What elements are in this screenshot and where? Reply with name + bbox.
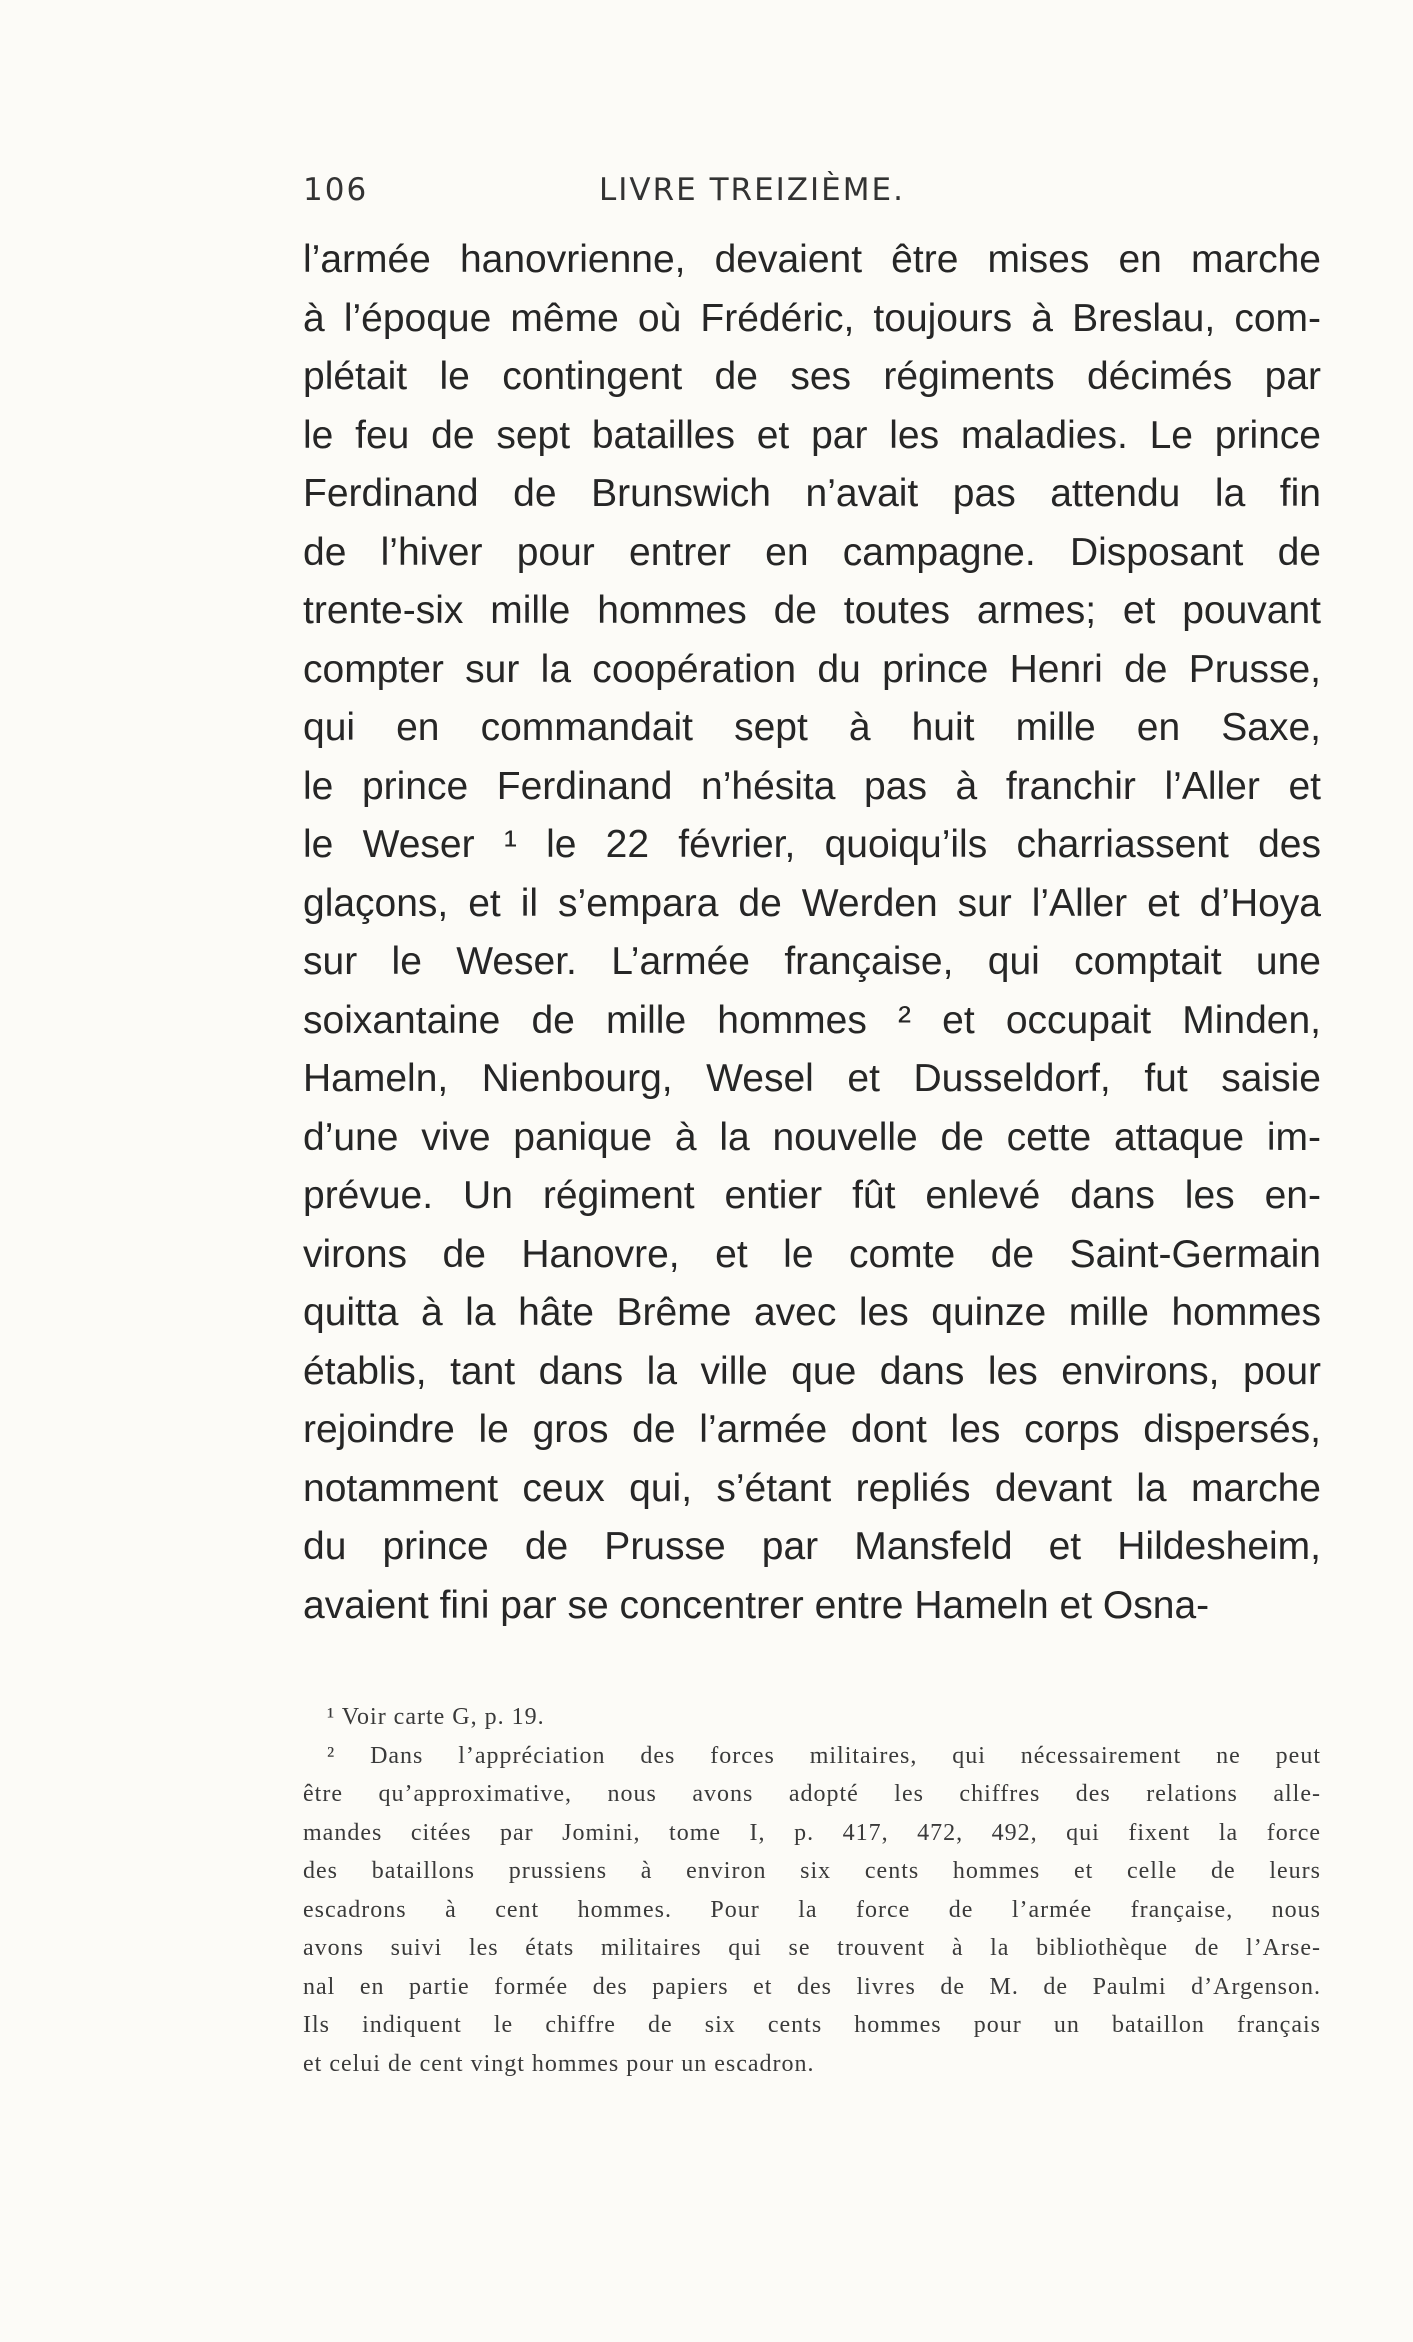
footnote-line: et celui de cent vingt hommes pour un escadron. [303,2050,815,2077]
body-line: établis, tant dans la ville que dans les environs, pour [303,1349,1321,1393]
body-line: le Weser ¹ le 22 février, quoiqu’ils charriassent des [303,823,1321,866]
body-line: notamment ceux qui, s’étant repliés devant la marche [303,1466,1321,1510]
body-line: Hameln, Nienbourg, Wesel et Dusseldorf, fut saisie [303,1057,1321,1100]
body-line: d’une vive panique à la nouvelle de cette attaque im- [303,1115,1321,1159]
footnote-text: Dans l’appréciation des forces militaires, qui nécessairement ne peut [370,1742,1321,1769]
body-line: trente-six mille hommes de toutes armes; et pouvant [303,589,1321,632]
body-line: le prince Ferdinand n’hésita pas à franchir l’Aller et [303,764,1321,808]
body-line: l’armée hanovrienne, devaient être mises en marche [303,238,1321,281]
running-title: LIVRE TREIZIÈME. [599,172,905,208]
footnote-text: Voir carte G, p. 19. [341,1704,545,1730]
body-line: virons de Hanovre, et le comte de Saint-Germain [303,1232,1321,1276]
body-line: compter sur la coopération du prince Henri de Prusse, [303,647,1321,691]
page-number: 106 [303,172,369,208]
footnote-line: être qu’approximative, nous avons adopté les chiffres des relations alle- [303,1781,1321,1807]
body-line: de l’hiver pour entrer en campagne. Disposant de [303,530,1321,574]
running-header [303,172,983,216]
footnote-2 [303,1737,1321,1776]
body-line: plétait le contingent de ses régiments décimés par [303,355,1321,398]
footnote-line: avons suivi les états militaires qui se trouvent à la bibliothèque de l’Arse- [303,1935,1321,1961]
body-line: sur le Weser. L’armée française, qui comptait une [303,940,1321,983]
footnote-1 [303,1698,1321,1737]
body-line: du prince de Prusse par Mansfeld et Hildesheim, [303,1525,1321,1568]
footnote-line: mandes citées par Jomini, tome I, p. 417, 472, 492, qui fixent la force [303,1819,1321,1846]
footnote-marker: ² [327,1742,336,1769]
body-line: qui en commandait sept à huit mille en Saxe, [303,706,1321,749]
footnote-line: nal en partie formée des papiers et des livres de M. de Paulmi d’Argenson. [303,1973,1321,2000]
body-line: soixantaine de mille hommes ² et occupait Minden, [303,998,1321,1042]
footnote-line: Ils indiquent le chiffre de six cents hommes pour un bataillon français [303,2012,1321,2038]
body-line: avaient fini par se concentrer entre Hameln et Osna- [303,1583,1210,1627]
body-line: prévue. Un régiment entier fût enlevé dans les en- [303,1174,1321,1217]
body-line: Ferdinand de Brunswich n’avait pas attendu la fin [303,472,1321,515]
body-line: à l’époque même où Frédéric, toujours à Breslau, com- [303,296,1321,340]
body-line: quitta à la hâte Brême avec les quinze mille hommes [303,1291,1321,1334]
body-line: le feu de sept batailles et par les maladies. Le prince [303,413,1321,457]
footnote-line: escadrons à cent hommes. Pour la force de l’armée française, nous [303,1896,1321,1923]
body-line: glaçons, et il s’empara de Werden sur l’Aller et d’Hoya [303,881,1321,925]
footnote-marker: ¹ [327,1704,336,1730]
footnotes [303,1698,1321,2083]
footnote-line: des bataillons prussiens à environ six cents hommes et celle de leurs [303,1858,1321,1884]
body-text [303,231,1321,1635]
body-line: rejoindre le gros de l’armée dont les corps dispersés, [303,1408,1321,1451]
